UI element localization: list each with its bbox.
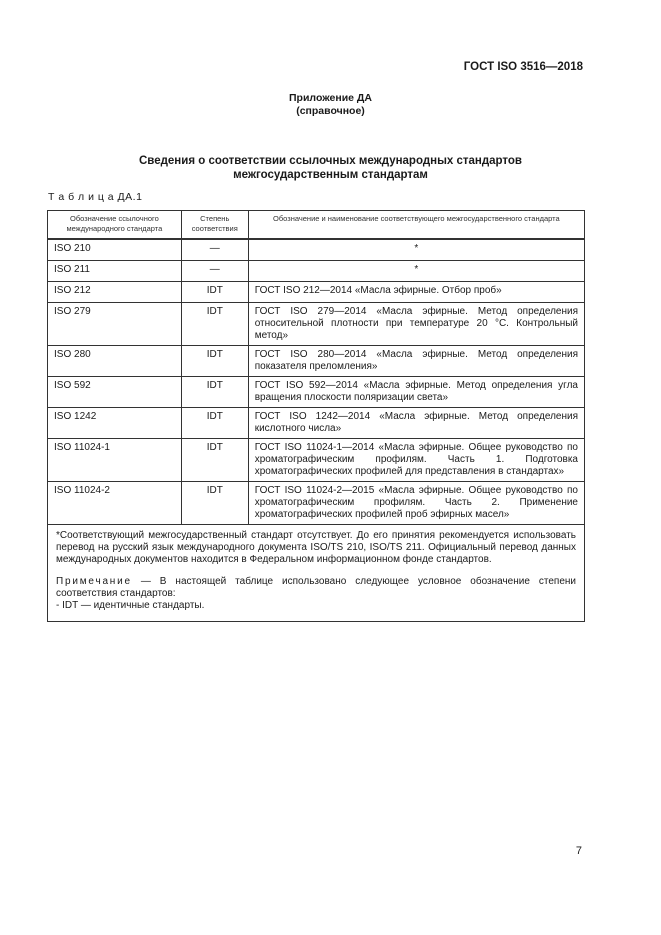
- header-degree: Степень соответствия: [181, 211, 248, 240]
- cell-ref: ISO 11024-2: [48, 482, 182, 525]
- section-title-line1: Сведения о соответствии ссылочных международных стандартов: [138, 155, 522, 167]
- table-row: [48, 239, 585, 261]
- cell-degree: IDT: [181, 346, 248, 377]
- cell-national: ГОСТ ISO 212—2014 «Масла эфирные. Отбор проб»: [248, 282, 584, 303]
- table-row: [48, 439, 585, 482]
- table-header-row: [48, 211, 585, 240]
- table-row: [48, 346, 585, 377]
- cell-degree: IDT: [181, 377, 248, 408]
- cell-national: ГОСТ ISO 280—2014 «Масла эфирные. Метод определения показателя преломления»: [248, 346, 584, 377]
- section-title: [0, 154, 661, 182]
- note: [56, 576, 576, 600]
- cell-degree: IDT: [181, 282, 248, 303]
- header-national-standard: Обозначение и наименование соответствующего межгосударственного стандарта: [248, 211, 584, 240]
- cell-national: ГОСТ ISO 11024-2—2015 «Масла эфирные. Общее руководство по хроматографическим профилям. Часть 2. Применение хроматографических профилей проб эфирных масел»: [248, 482, 584, 525]
- page-number: 7: [575, 845, 582, 857]
- cell-ref: ISO 212: [48, 282, 182, 303]
- cell-ref: ISO 280: [48, 346, 182, 377]
- table-row: [48, 377, 585, 408]
- cell-degree: IDT: [181, 482, 248, 525]
- header-ref-standard: Обозначение ссылочного международного стандарта: [48, 211, 182, 240]
- cell-national: ГОСТ ISO 1242—2014 «Масла эфирные. Метод определения кислотного числа»: [248, 408, 584, 439]
- correspondence-table: [47, 210, 585, 622]
- cell-national: *: [248, 239, 584, 261]
- cell-ref: ISO 1242: [48, 408, 182, 439]
- cell-ref: ISO 210: [48, 239, 182, 261]
- annex-title: Приложение ДА: [289, 92, 372, 104]
- table-footer-row: [48, 525, 585, 622]
- cell-national: ГОСТ ISO 11024-1—2014 «Масла эфирные. Общее руководство по хроматографическим профилям. Часть 1. Подготовка хроматографических профилей для представления в стандартах»: [248, 439, 584, 482]
- cell-ref: ISO 592: [48, 377, 182, 408]
- annex-subtitle: (справочное): [296, 105, 365, 117]
- annex-heading: [0, 92, 661, 118]
- cell-national: ГОСТ ISO 279—2014 «Масла эфирные. Метод определения относительной плотности при температуре 20 °С. Контрольный метод»: [248, 303, 584, 346]
- cell-ref: ISO 211: [48, 261, 182, 282]
- cell-ref: ISO 279: [48, 303, 182, 346]
- note-label: Примечание: [56, 576, 132, 587]
- cell-degree: —: [181, 239, 248, 261]
- note-item: - IDT — идентичные стандарты.: [56, 600, 205, 611]
- table-caption: Т а б л и ц а ДА.1: [48, 191, 143, 203]
- section-title-line2: межгосударственным стандартам: [233, 169, 428, 181]
- document-code: ГОСТ ISO 3516—2018: [463, 61, 583, 73]
- table-row: [48, 482, 585, 525]
- table-row: [48, 261, 585, 282]
- table-row: [48, 303, 585, 346]
- table-row: [48, 282, 585, 303]
- cell-degree: IDT: [181, 439, 248, 482]
- cell-degree: IDT: [181, 303, 248, 346]
- footnote: *Соответствующий межгосударственный стандарт отсутствует. До его принятия рекомендуется использовать перевод на русский язык международного документа ISO/TS 210, ISO/TS 211. Официальный перевод данных международных документов находится в Федеральном информационном фонде стандартов.: [56, 530, 576, 565]
- cell-degree: —: [181, 261, 248, 282]
- cell-ref: ISO 11024-1: [48, 439, 182, 482]
- cell-degree: IDT: [181, 408, 248, 439]
- cell-national: ГОСТ ISO 592—2014 «Масла эфирные. Метод определения угла вращения плоскости поляризации света»: [248, 377, 584, 408]
- cell-national: *: [248, 261, 584, 282]
- table-footer: [48, 525, 585, 622]
- table-row: [48, 408, 585, 439]
- note-text: — В настоящей таблице использовано следующее условное обозначение степени соответствия стандартов:: [56, 576, 576, 599]
